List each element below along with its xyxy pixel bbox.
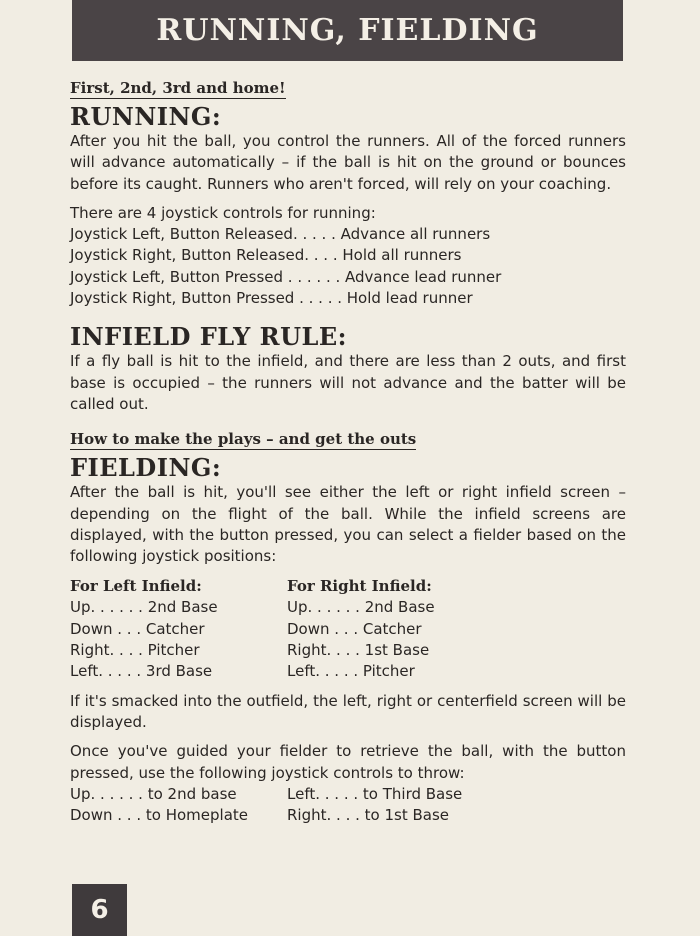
page-content [70, 78, 626, 826]
running-title: RUNNING: [70, 102, 222, 131]
running-control-3: Joystick Left, Button Pressed . . . . . . Advance lead runner [70, 267, 502, 286]
right-infield-item: Down . . . Catcher [287, 619, 422, 638]
page-number: 6 [72, 884, 127, 936]
outfield-paragraph: If it's smacked into the outfield, the left, right or centerfield screen will be displayed. [70, 691, 626, 731]
throw-paragraph: Once you've guided your fielder to retrieve the ball, with the button pressed, use the following joystick controls to throw: [70, 742, 626, 782]
throw-left-column [70, 784, 287, 827]
infield-fly-paragraph: If a fly ball is hit to the infield, and there are less than 2 outs, and first base is occupied – the runners will not advance and the batter will be called out. [70, 352, 626, 413]
running-controls-intro: There are 4 joystick controls for running: [70, 203, 376, 222]
left-infield-heading: For Left Infield: [70, 577, 202, 596]
throw-item: Down . . . to Homeplate [70, 806, 248, 825]
left-infield-item: Up. . . . . . 2nd Base [70, 598, 218, 617]
running-control-2: Joystick Right, Button Released. . . . Hold all runners [70, 246, 462, 265]
left-infield-item: Down . . . Catcher [70, 619, 205, 638]
fielding-paragraph: After the ball is hit, you'll see either the left or right infield screen – depending on the flight of the ball. While the infield screens are displayed, with the button pressed, you can select a fielder based on the following joystick positions: [70, 483, 626, 566]
throw-item: Right. . . . to 1st Base [287, 806, 450, 825]
right-infield-item: Left. . . . . Pitcher [287, 662, 415, 681]
header-band [72, 0, 623, 61]
page-title: RUNNING, FIELDING [156, 13, 539, 48]
right-infield-heading: For Right Infield: [287, 577, 432, 596]
throw-columns [70, 784, 626, 827]
running-control-4: Joystick Right, Button Pressed . . . . . Hold lead runner [70, 289, 473, 308]
infield-fly-title: INFIELD FLY RULE: [70, 322, 348, 352]
left-infield-column [70, 575, 287, 682]
left-infield-item: Left. . . . . 3rd Base [70, 662, 213, 681]
fielding-subhead: How to make the plays – and get the outs [70, 430, 417, 449]
right-infield-column [287, 575, 504, 682]
running-subhead: First, 2nd, 3rd and home! [70, 79, 286, 97]
throw-item: Left. . . . . to Third Base [287, 784, 463, 803]
left-infield-item: Right. . . . Pitcher [70, 641, 200, 660]
running-paragraph: After you hit the ball, you control the runners. All of the forced runners will advance automatically – if the ball is hit on the ground or bounces before its caught. Runners who aren't forced, will rely on your coaching. [70, 132, 626, 193]
fielding-title: FIELDING: [70, 453, 222, 483]
throw-item: Up. . . . . . to 2nd base [70, 784, 237, 803]
infield-columns [70, 575, 626, 682]
right-infield-item: Right. . . . 1st Base [287, 641, 430, 660]
right-infield-item: Up. . . . . . 2nd Base [287, 598, 435, 617]
throw-right-column [287, 784, 504, 827]
running-control-1: Joystick Left, Button Released. . . . . Advance all runners [70, 225, 491, 244]
